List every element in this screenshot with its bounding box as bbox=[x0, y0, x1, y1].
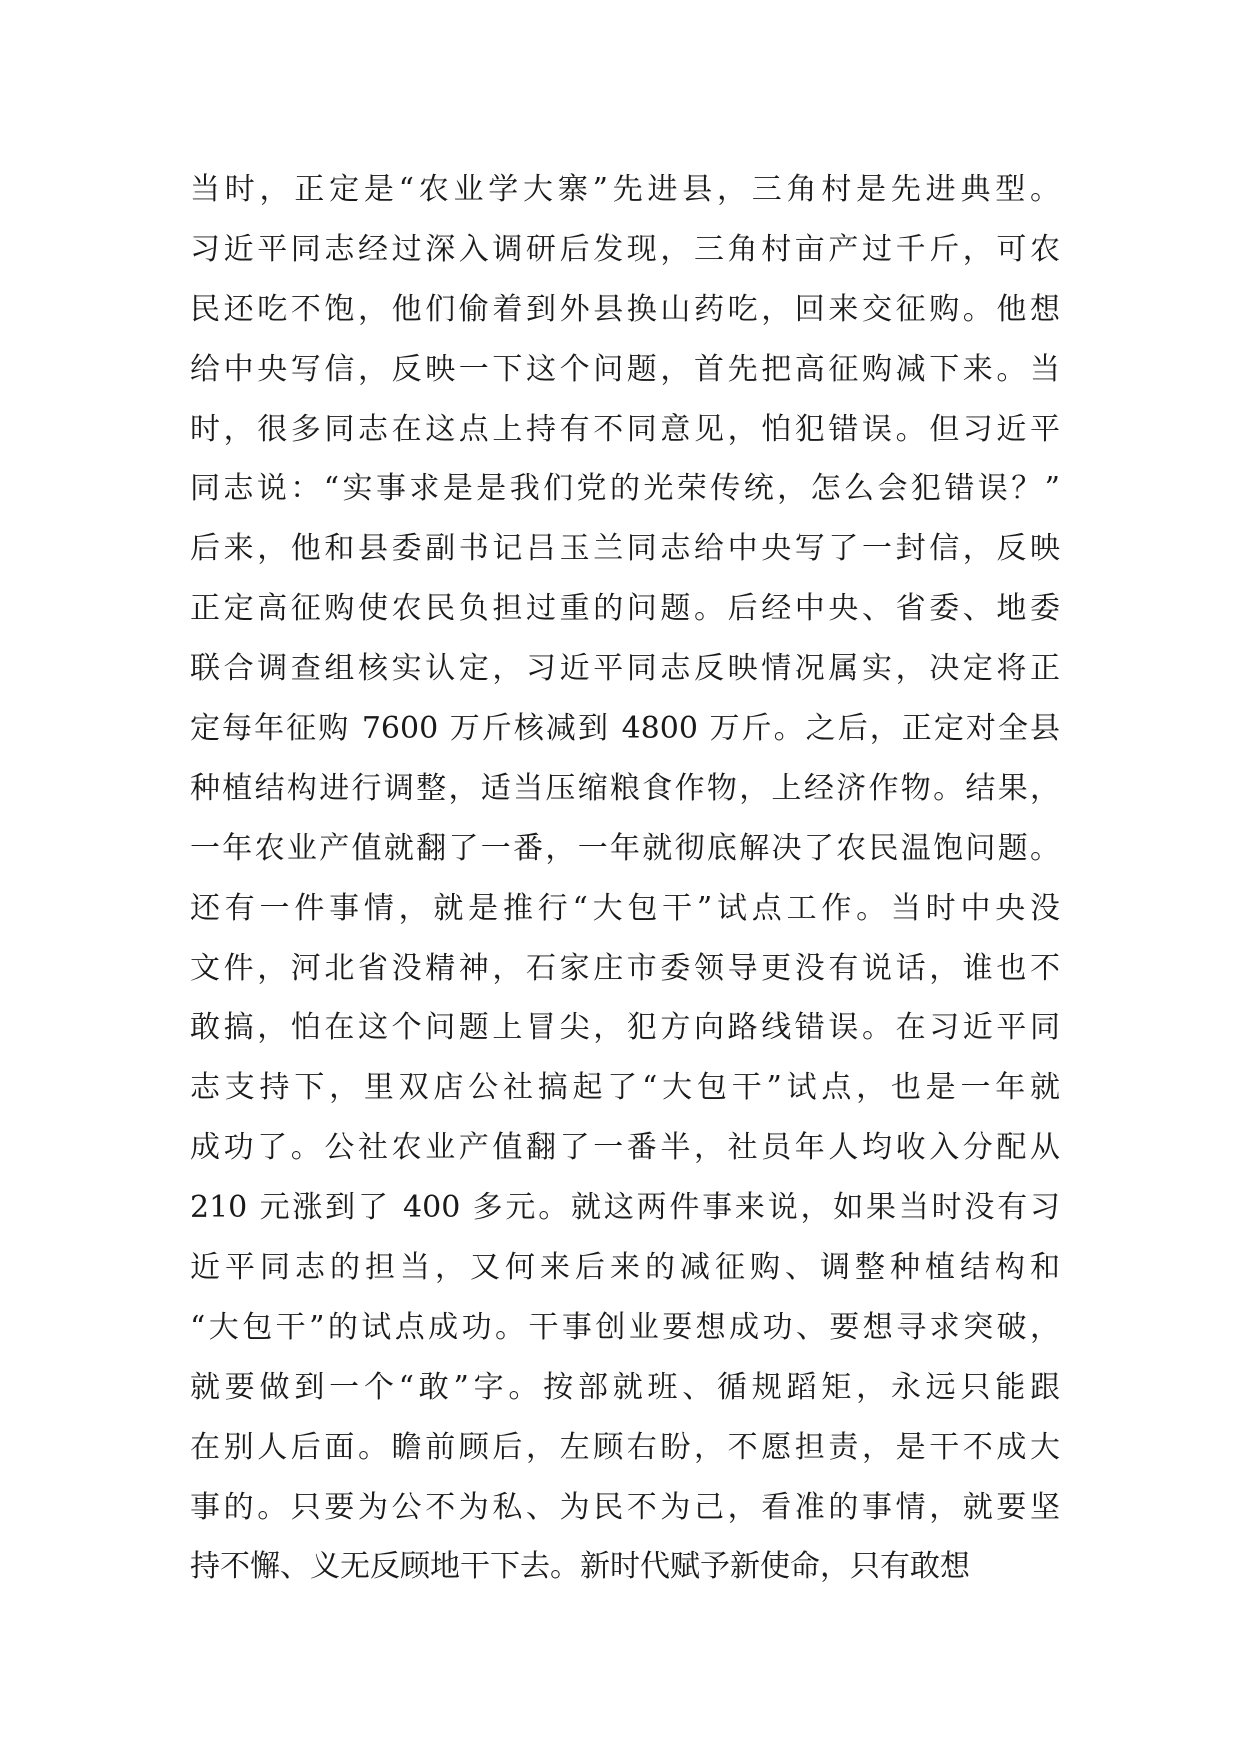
text-line: 民还吃不饱，他们偷着到外县换山药吃，回来交征购。他想 bbox=[190, 291, 1060, 327]
text-line: 事的。只要为公不为私、为民不为己，看准的事情，就要坚 bbox=[190, 1489, 1060, 1525]
text-line: 种植结构进行调整，适当压缩粮食作物，上经济作物。结果， bbox=[190, 770, 1060, 806]
text-line: 文件，河北省没精神，石家庄市委领导更没有说话，谁也不 bbox=[190, 950, 1060, 986]
text-line: 成功了。公社农业产值翻了一番半，社员年人均收入分配从 bbox=[190, 1130, 1060, 1166]
text-line: 敢搞，怕在这个问题上冒尖，犯方向路线错误。在习近平同 bbox=[190, 1010, 1060, 1046]
text-line: 同志说：“实事求是是我们党的光荣传统，怎么会犯错误？” bbox=[190, 471, 1060, 507]
text-line: 后来，他和县委副书记吕玉兰同志给中央写了一封信，反映 bbox=[190, 531, 1060, 567]
text-line: 联合调查组核实认定，习近平同志反映情况属实，决定将正 bbox=[190, 651, 1060, 687]
text-line: 习近平同志经过深入调研后发现，三角村亩产过千斤，可农 bbox=[190, 231, 1060, 267]
text-line: 持不懈、义无反顾地干下去。新时代赋予新使命，只有敢想 bbox=[190, 1549, 970, 1585]
text-line: 近平同志的担当，又何来后来的减征购、调整种植结构和 bbox=[190, 1250, 1060, 1286]
text-line: 在别人后面。瞻前顾后，左顾右盼，不愿担责，是干不成大 bbox=[190, 1429, 1060, 1465]
text-line: 当时，正定是“农业学大寨”先进县，三角村是先进典型。 bbox=[190, 172, 1060, 207]
text-line: 一年农业产值就翻了一番，一年就彻底解决了农民温饱问题。 bbox=[190, 830, 1060, 866]
text-line: 时，很多同志在这点上持有不同意见，怕犯错误。但习近平 bbox=[190, 411, 1060, 447]
text-line: 就要做到一个“敢”字。按部就班、循规蹈矩，永远只能跟 bbox=[190, 1369, 1060, 1405]
text-line: 志支持下，里双店公社搞起了“大包干”试点，也是一年就 bbox=[190, 1070, 1060, 1106]
text-line: 还有一件事情，就是推行“大包干”试点工作。当时中央没 bbox=[190, 890, 1060, 926]
text-line: 给中央写信，反映一下这个问题，首先把高征购减下来。当 bbox=[190, 351, 1060, 387]
body-text bbox=[190, 160, 1060, 1597]
text-line: 定每年征购 7600 万斤核减到 4800 万斤。之后，正定对全县 bbox=[190, 711, 1060, 747]
text-line: 正定高征购使农民负担过重的问题。后经中央、省委、地委 bbox=[190, 591, 1060, 627]
text-line: “大包干”的试点成功。干事创业要想成功、要想寻求突破， bbox=[190, 1309, 1060, 1345]
text-line: 210 元涨到了 400 多元。就这两件事来说，如果当时没有习 bbox=[190, 1190, 1060, 1226]
